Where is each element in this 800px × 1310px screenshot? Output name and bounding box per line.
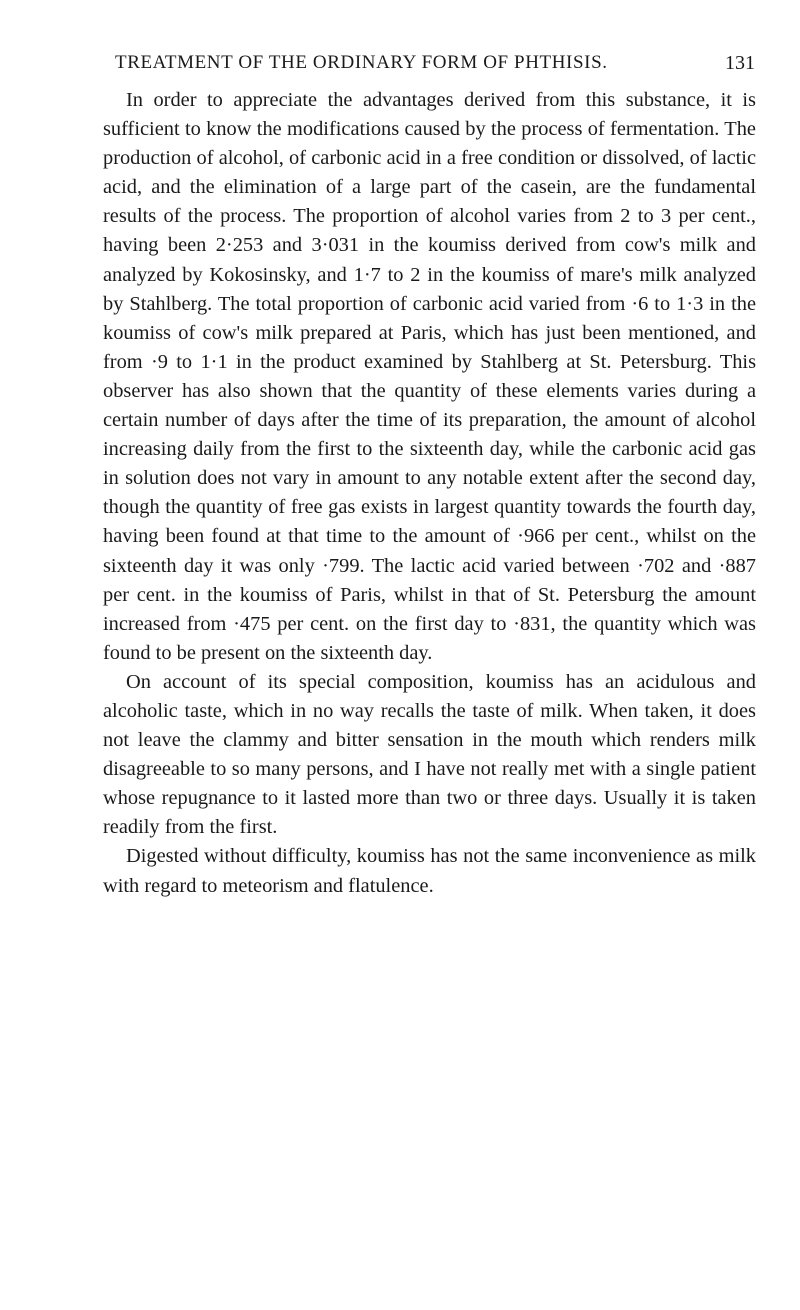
page-number: 131 [725,52,755,74]
paragraph-fermentation: In order to appreciate the advantages derived from this substance, it is sufficient to know the modifications caused by the process of fermentation. The production of alcohol, of carbonic acid in a free condition or dissolved, of lactic acid, and the elimination of a large part of the casein, are the fundamental results of the process. The proportion of alcohol varies from 2 to 3 per cent., having been 2·253 and 3·031 in the koumiss derived from cow's milk and analyzed by Kokosinsky, and 1·7 to 2 in the koumiss of mare's milk analyzed by Stahlberg. The total proportion of carbonic acid varied from ·6 to 1·3 in the koumiss of cow's milk prepared at Paris, which has just been mentioned, and from ·9 to 1·1 in the product examined by Stahlberg at St. Petersburg. This observer has also shown that the quantity of these elements varies during a certain number of days after the time of its preparation, the amount of alcohol increasing daily from the first to the sixteenth day, while the carbonic acid gas in solution does not vary in amount to any notable extent after the second day, though the quantity of free gas exists in largest quantity towards the fourth day, having been found at that time to the amount of ·966 per cent., whilst on the sixteenth day it was only ·799. The lactic acid varied between ·702 and ·887 per cent. in the koumiss of Paris, whilst in that of St. Petersburg the amount increased from ·475 per cent. on the first day to ·831, the quantity which was found to be present on the sixteenth day. [103,89,756,664]
running-head [115,52,755,82]
running-title: TREATMENT OF THE ORDINARY FORM OF PHTHISIS. [115,52,608,73]
paragraph-taste: On account of its special composition, koumiss has an acidulous and alcoholic taste, which in no way recalls the taste of milk. When taken, it does not leave the clammy and bitter sensation in the mouth which renders milk disagreeable to so many persons, and I have not really met with a single patient whose repugnance to it lasted more than two or three days. Usually it is taken readily from the first. [103,670,756,839]
body-text [103,86,756,901]
paragraph-digestion: Digested without difficulty, koumiss has not the same inconvenience as milk with regard to meteorism and flatulence. [103,845,756,897]
